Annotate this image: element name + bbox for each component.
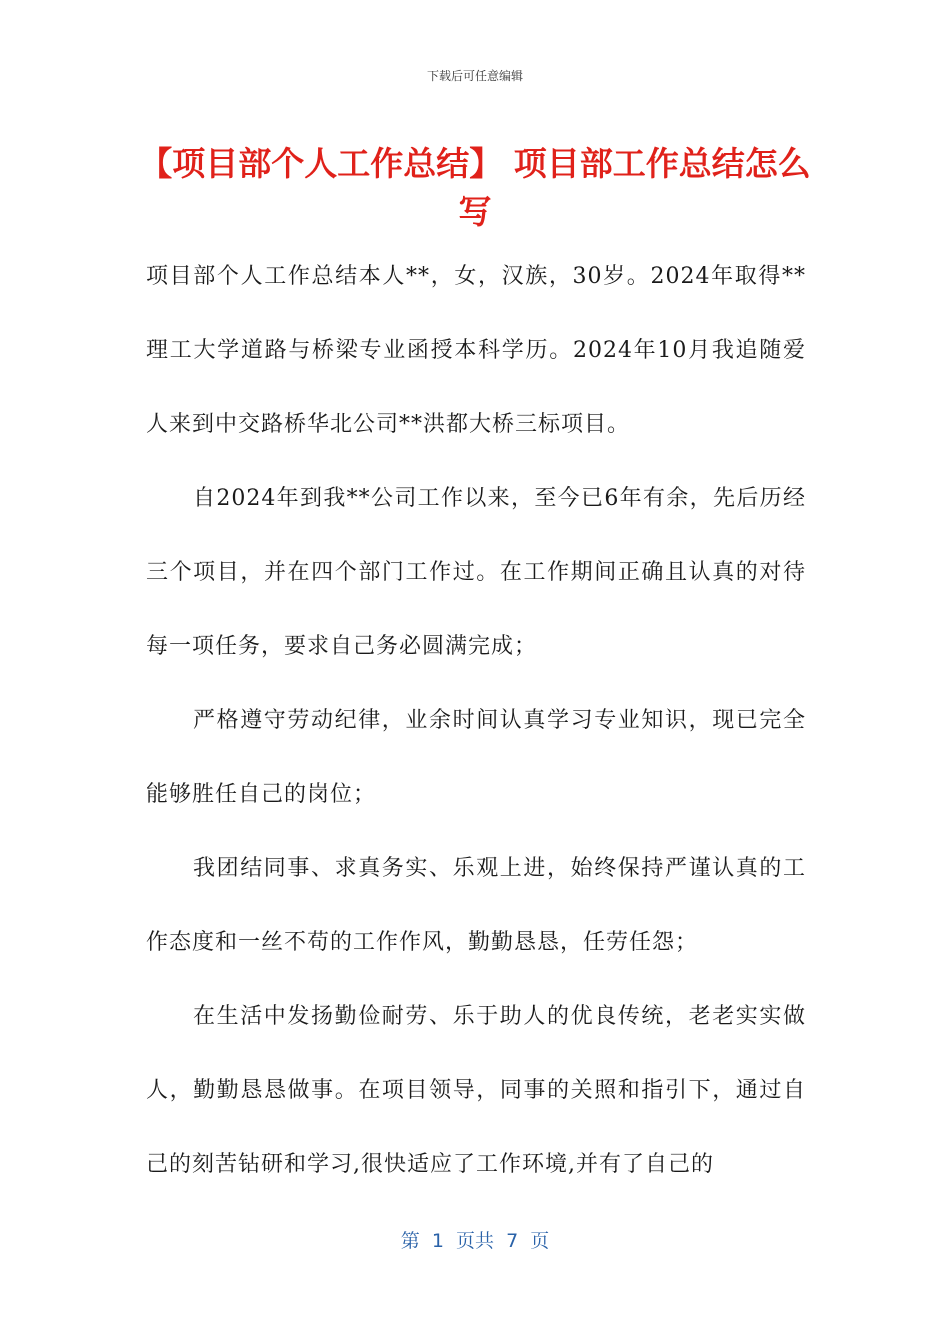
page-number-footer: 第 1 页共 7 页 <box>400 1230 550 1252</box>
paragraph-2: 自2024年到我**公司工作以来，至今已6年有余，先后历经三个项目，并在四个部门工作过。在工作期间正确且认真的对待每一项任务，要求自己务必圆满完成； <box>146 486 806 659</box>
paragraph-3: 严格遵守劳动纪律，业余时间认真学习专业知识，现已完全能够胜任自己的岗位； <box>146 708 806 807</box>
header-note: 下载后可任意编辑 <box>426 69 523 83</box>
paragraph-1: 项目部个人工作总结本人**，女，汉族，30岁。2024年取得**理工大学道路与桥梁专业函授本科学历。2024年10月我追随爱人来到中交路桥华北公司**洪都大桥三标项目。 <box>146 264 806 437</box>
paragraph-4: 我团结同事、求真务实、乐观上进，始终保持严谨认真的工作态度和一丝不苟的工作作风，勤勤恳恳，任劳任怨； <box>146 856 806 955</box>
document-title: 【项目部个人工作总结】 项目部工作总结怎么写 <box>139 144 811 231</box>
document-body <box>146 240 806 1202</box>
paragraph-5: 在生活中发扬勤俭耐劳、乐于助人的优良传统，老老实实做人，勤勤恳恳做事。在项目领导，同事的关照和指引下，通过自己的刻苦钻研和学习,很快适应了工作环境,并有了自己的 <box>146 1004 806 1177</box>
